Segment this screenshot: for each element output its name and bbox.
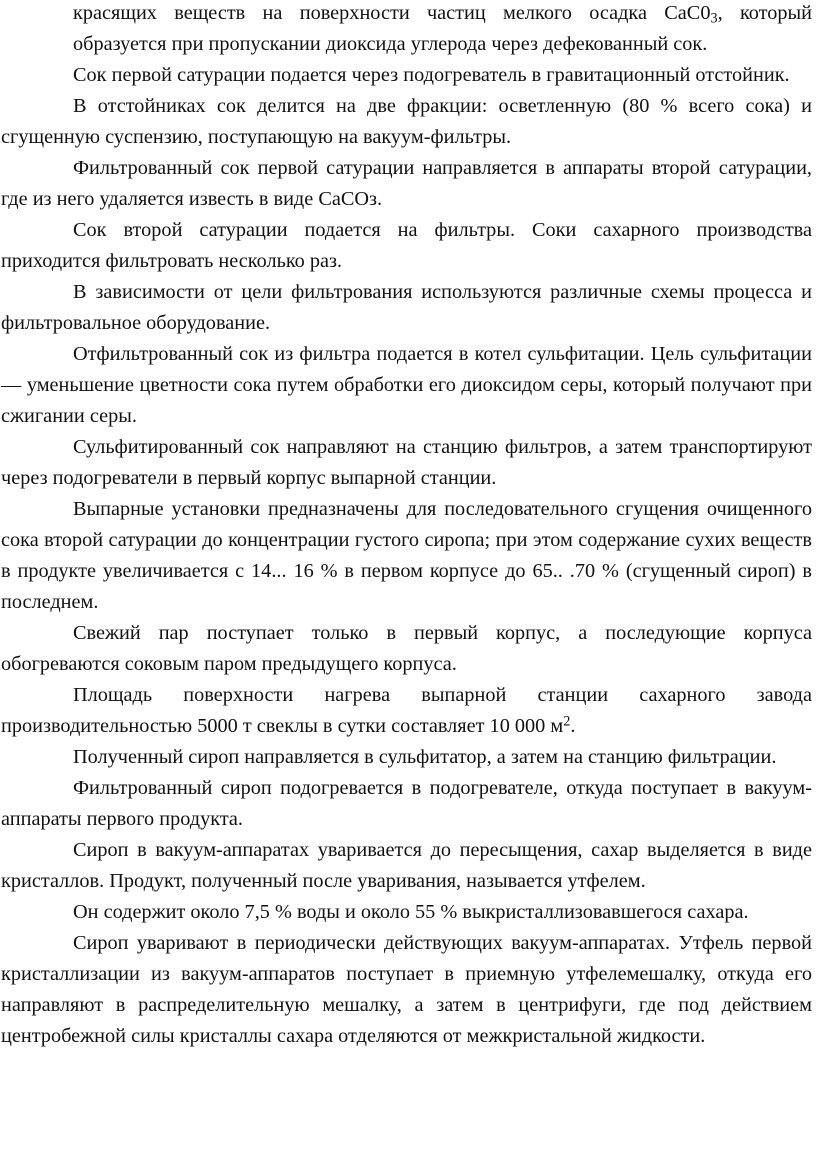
paragraph-13: Фильтрованный сироп подогревается в подогревателе, откуда поступает в вакуум-аппараты первого продукта. bbox=[1, 777, 812, 830]
paragraph-16: Сироп уваривают в периодически действующих вакуум-аппаратах. Утфель первой кристаллизации из вакуум-аппаратов поступает в приемную утфелемешалку, откуда его направляют в распределительную мешалку, а затем в центрифуги, где под действием центробежной силы кристаллы сахара отделяются от межкристальной жидкости. bbox=[1, 932, 812, 1047]
paragraph-9: Выпарные установки предназначены для последовательного сгущения очищенного сока второй сатурации до концентрации густого сиропа; при этом содержание сухих веществ в продукте увеличивается с 14... 16 % в первом корпусе до 65.. .70 % (сгущенный сироп) в последнем. bbox=[1, 498, 812, 613]
paragraph-1 bbox=[1, 0, 812, 60]
superscript-2: 2 bbox=[563, 713, 571, 730]
paragraph-7: Отфильтрованный сок из фильтра подается в котел сульфитации. Цель сульфитации — уменьшение цветности сока путем обработки его диоксидом серы, который получают при сжигании серы. bbox=[1, 343, 812, 427]
paragraph-6: В зависимости от цели фильтрования используются различные схемы процесса и фильтровальное оборудование. bbox=[1, 281, 812, 334]
paragraph-15: Он содержит около 7,5 % воды и около 55 % выкристаллизовавшегося сахара. bbox=[73, 901, 749, 923]
paragraph-10: Свежий пар поступает только в первый корпус, а последующие корпуса обогреваются соковым паром предыдущего корпуса. bbox=[1, 622, 812, 675]
paragraph-4: Фильтрованный сок первой сатурации направляется в аппараты второй сатурации, где из него удаляется известь в виде СаСОз. bbox=[1, 157, 812, 210]
paragraph-1-text: красящих веществ на поверхности частиц мелкого осадка СаС0 bbox=[73, 2, 711, 24]
paragraph-5: Сок второй сатурации подается на фильтры. Соки сахарного производства приходится фильтровать несколько раз. bbox=[1, 219, 812, 272]
paragraph-3: В отстойниках сок делится на две фракции: осветленную (80 % всего сока) и сгущенную суспензию, поступающую на вакуум-фильтры. bbox=[1, 95, 812, 148]
paragraph-11 bbox=[1, 680, 812, 742]
paragraph-14: Сироп в вакуум-аппаратах уваривается до пересыщения, сахар выделяется в виде кристаллов. Продукт, полученный после уваривания, называется утфелем. bbox=[1, 839, 812, 892]
paragraph-2: Сок первой сатурации подается через подогреватель в гравитационный отстойник. bbox=[73, 64, 790, 86]
paragraph-8: Сульфитированный сок направляют на станцию фильтров, а затем транспортируют через подогреватели в первый корпус выпарной станции. bbox=[1, 436, 812, 489]
paragraph-11-text-end: . bbox=[570, 715, 576, 737]
subscript-3: 3 bbox=[710, 10, 718, 27]
paragraph-12: Полученный сироп направляется в сульфитатор, а затем на станцию фильтрации. bbox=[73, 746, 777, 768]
paragraph-1-text-end: , который образуется при пропускании диоксида углерода через дефекованный сок. bbox=[73, 2, 813, 55]
paragraph-11-text: Площадь поверхности нагрева выпарной станции сахарного завода производительностью 5000 т свеклы в сутки составляет 10 000 м bbox=[1, 684, 812, 737]
